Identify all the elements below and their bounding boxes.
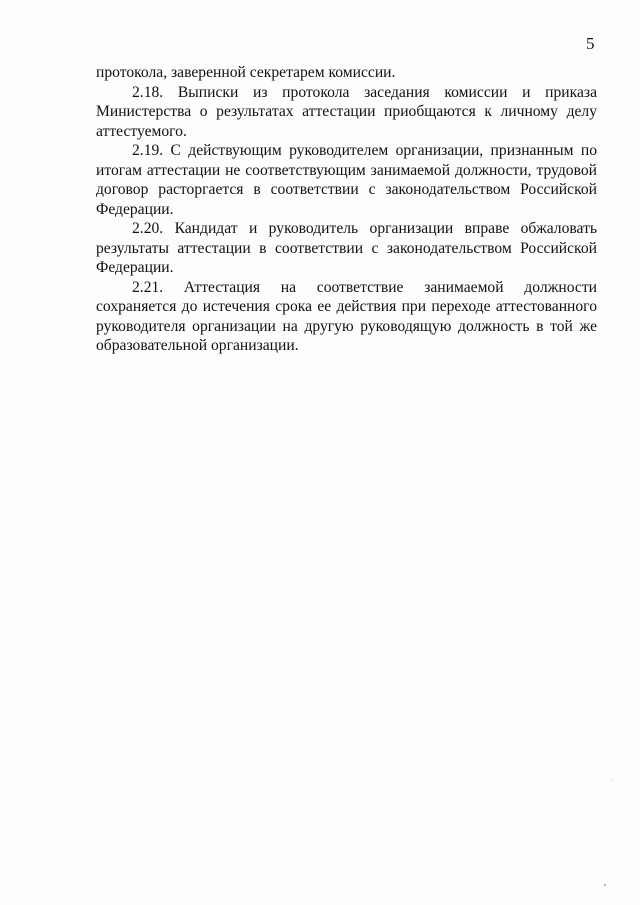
paragraph-2-19: 2.19. С действующим руководителем организации, признанным по итогам аттестации не соответствующим занимаемой должности, трудовой договор расторгается в соответствии с законодательством Российской Федерации. bbox=[96, 142, 597, 218]
paragraph-continuation: протокола, заверенной секретарем комиссии. bbox=[96, 64, 396, 81]
paragraph-2-20: 2.20. Кандидат и руководитель организации вправе обжаловать результаты аттестации в соответствии с законодательством Российской Федерации. bbox=[96, 220, 597, 276]
paragraph-2-18: 2.18. Выписки из протокола заседания комиссии и приказа Министерства о результатах аттестации приобщаются к личному делу аттестуемого. bbox=[96, 83, 597, 140]
scan-speck bbox=[612, 780, 613, 781]
scan-speck bbox=[604, 884, 606, 886]
paragraph-2-21: 2.21. Аттестация на соответствие занимаемой должности сохраняется до истечения срока ее действия при переходе аттестованного руководителя организации на другую руководящую должность в той же образовательной организации. bbox=[96, 278, 597, 354]
page-number: 5 bbox=[586, 34, 595, 53]
document-body bbox=[96, 63, 597, 356]
